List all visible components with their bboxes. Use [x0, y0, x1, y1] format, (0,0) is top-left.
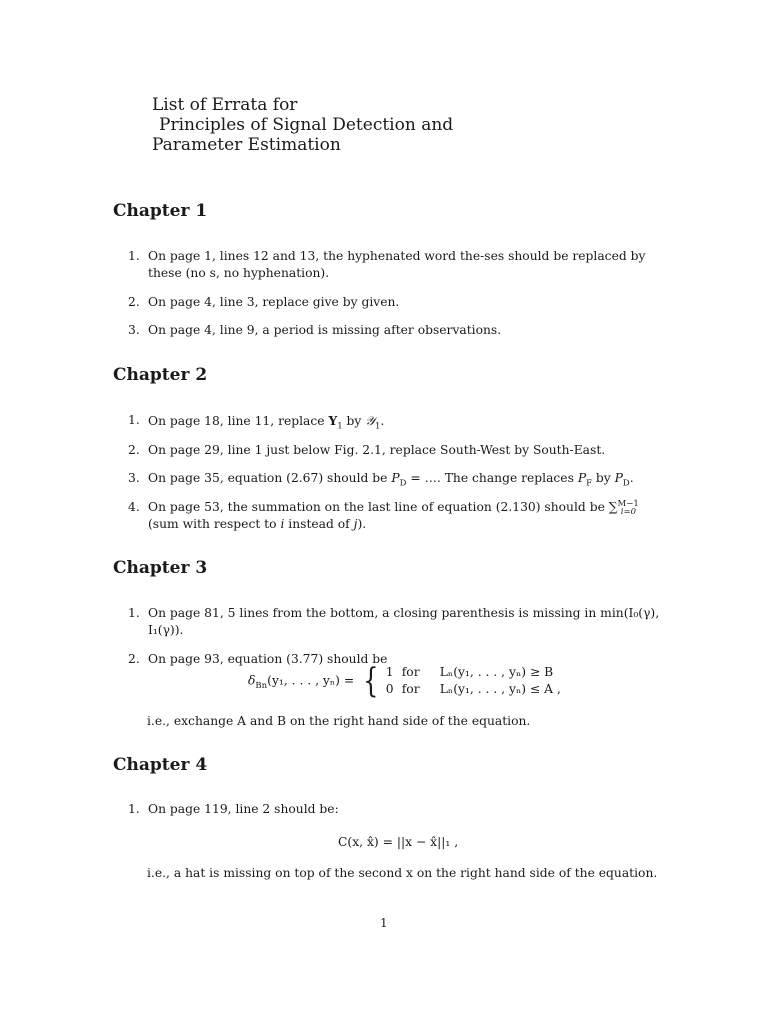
title-line-2: Principles of Signal Detection and	[159, 115, 454, 135]
chapter-3-heading: Chapter 3	[113, 558, 208, 578]
equation-cost: C(x, x̂) = ||x − x̂||₁ ,	[338, 835, 459, 849]
chapter-4-heading: Chapter 4	[113, 755, 208, 775]
chapter-2-list	[113, 412, 658, 544]
equation-note: i.e., a hat is missing on top of the second x on the right hand side of the equation.	[147, 866, 658, 880]
chapter-2-heading: Chapter 2	[113, 365, 208, 385]
list-item: 1. On page 81, 5 lines from the bottom, a closing parenthesis is missing in min(I₀(γ), I₁(γ)).	[128, 606, 660, 637]
chapter-1-list	[113, 248, 658, 351]
equation-note: i.e., exchange A and B on the right hand side of the equation.	[147, 714, 531, 728]
list-item: 3. On page 35, equation (2.67) should be $P_D$ = …. The change replaces $P_F$ by $P_D$.	[128, 471, 634, 489]
equation-3-77: $\delta_{Bn}(y_1$, . . . , yₙ) = { 1 for Lₙ(y₁, . . . , yₙ) ≥ B 0 for Lₙ(y₁, . . . , yₙ) ≤ A ,	[248, 661, 561, 701]
chapter-1-heading: Chapter 1	[113, 201, 208, 221]
list-item: 1. On page 18, line 11, replace $Y_1$ by 𝒴$_1$.	[128, 413, 385, 432]
list-item: 1. On page 119, line 2 should be:	[128, 802, 339, 816]
left-brace: {	[363, 661, 379, 701]
title-line-1: List of Errata for	[152, 95, 298, 115]
page-number: 1	[380, 916, 388, 930]
list-item: 1. On page 1, lines 12 and 13, the hyphenated word the-ses should be replaced by these (no s, no hyphenation).	[128, 249, 646, 280]
list-item: 2. On page 29, line 1 just below Fig. 2.1, replace South-West by South-East.	[128, 442, 606, 457]
list-item: 2. On page 93, equation (3.77) should be	[128, 651, 388, 666]
list-item: 3. On page 4, line 9, a period is missing after observations.	[128, 323, 502, 337]
chapter-4-list	[113, 801, 658, 830]
list-item: 4. On page 53, the summation on the last line of equation (2.130) should be ∑$^{M-1}_{i=0}$ (sum with respect to i instead of j).	[128, 498, 639, 531]
document-title	[152, 95, 453, 155]
title-line-3: Parameter Estimation	[152, 135, 341, 155]
list-item: 2. On page 4, line 3, replace give by given.	[128, 294, 400, 309]
